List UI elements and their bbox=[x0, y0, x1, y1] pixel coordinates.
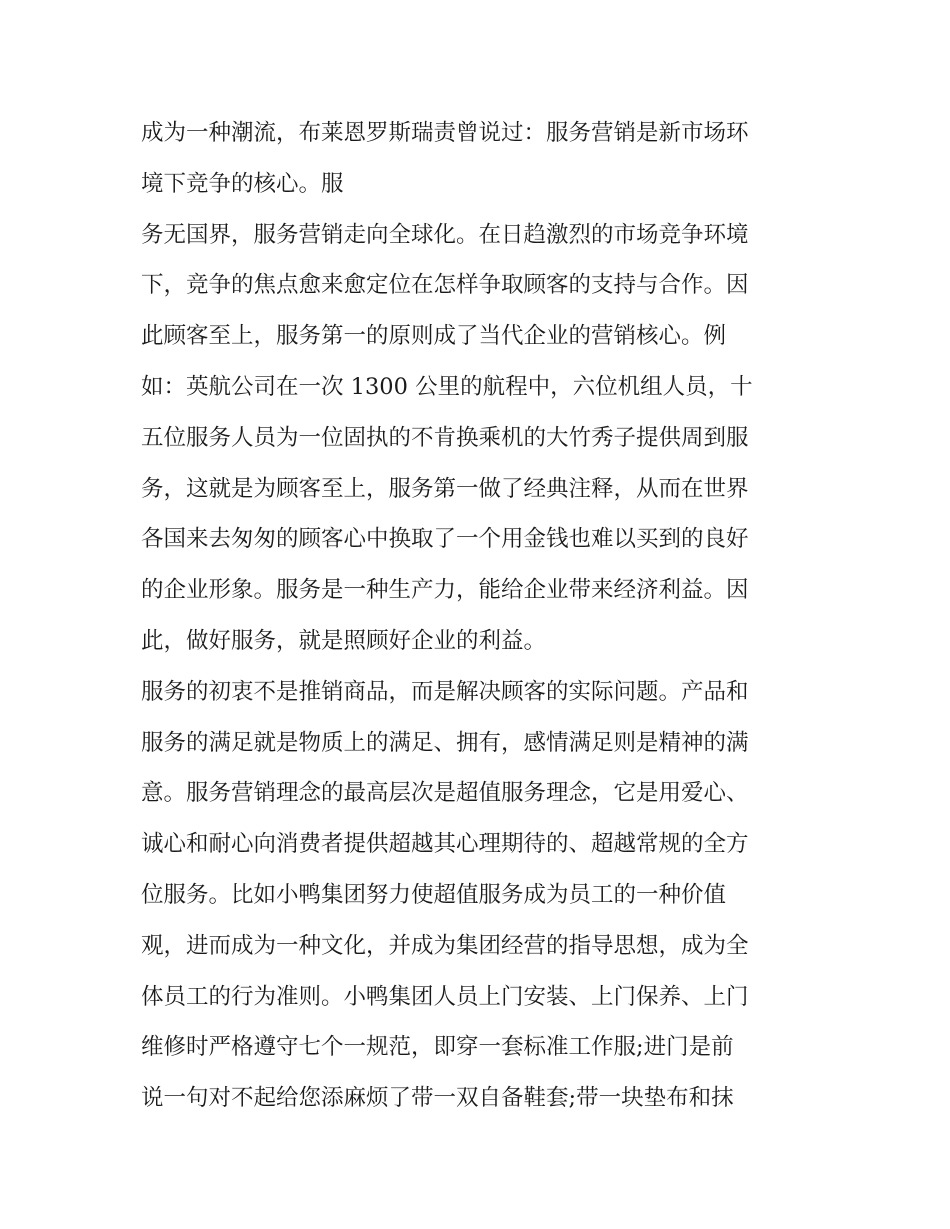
text-line: 观，进而成为一种文化，并成为集团经营的指导思想，成为全 bbox=[141, 932, 749, 959]
text-line: 说一句对不起给您添麻烦了带一双自备鞋套;带一块垫布和抹 bbox=[141, 1085, 734, 1112]
text-line: 各国来去匆匆的顾客心中换取了一个用金钱也难以买到的良好 bbox=[141, 526, 749, 553]
text-line: 诚心和耐心向消费者提供超越其心理期待的、超越常规的全方 bbox=[141, 831, 749, 858]
body-text bbox=[141, 108, 813, 1124]
text-line: 的企业形象。服务是一种生产力，能给企业带来经济利益。因 bbox=[141, 577, 749, 604]
text-line: 维修时严格遵守七个一规范，即穿一套标准工作服;进门是前 bbox=[141, 1034, 734, 1061]
text-line: 如：英航公司在一次 1300 公里的航程中，六位机组人员，十 bbox=[141, 373, 753, 400]
text-line: 服务的初衷不是推销商品，而是解决顾客的实际问题。产品和 bbox=[141, 678, 749, 705]
text-line: 境下竞争的核心。服 bbox=[141, 170, 344, 197]
text-line: 五位服务人员为一位固执的不肯换乘机的大竹秀子提供周到服 bbox=[141, 424, 749, 451]
text-line: 务无国界，服务营销走向全球化。在日趋激烈的市场竞争环境 bbox=[141, 221, 749, 248]
text-line: 此顾客至上，服务第一的原则成了当代企业的营销核心。例 bbox=[141, 323, 727, 350]
text-line: 体员工的行为准则。小鸭集团人员上门安装、上门保养、上门 bbox=[141, 983, 749, 1010]
text-line: 此，做好服务，就是照顾好企业的利益。 bbox=[141, 627, 547, 654]
text-line: 成为一种潮流，布莱恩罗斯瑞责曾说过：服务营销是新市场环 bbox=[141, 120, 749, 146]
text-line: 意。服务营销理念的最高层次是超值服务理念，它是用爱心、 bbox=[141, 780, 749, 807]
text-line: 位服务。比如小鸭集团努力使超值服务成为员工的一种价值 bbox=[141, 881, 727, 908]
text-line: 务，这就是为顾客至上，服务第一做了经典注释，从而在世界 bbox=[141, 475, 749, 502]
text-line: 服务的满足就是物质上的满足、拥有，感情满足则是精神的满 bbox=[141, 729, 749, 756]
text-line: 下，竞争的焦点愈来愈定位在怎样争取顾客的支持与合作。因 bbox=[141, 272, 749, 299]
